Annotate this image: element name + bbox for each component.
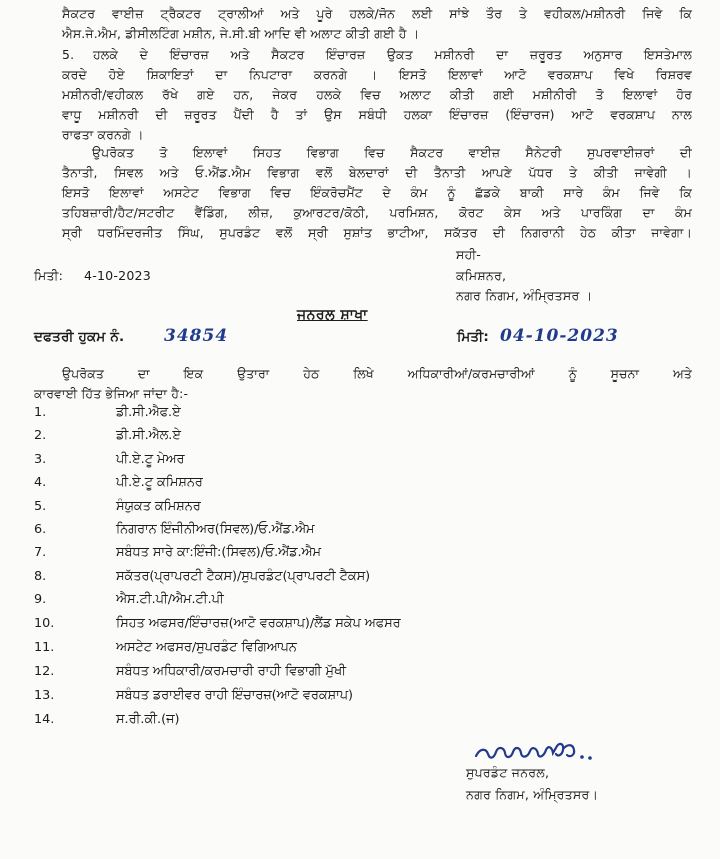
point-number: 5. (62, 47, 75, 62)
list-item: ਸਿਹਤ ਅਫਸਰ/ਇੰਚਾਰਜ਼(ਆਟੋ ਵਰਕਸ਼ਾਪ)/ਲੈਂਡ ਸਕੇਪ ਅਫਸਰ (116, 616, 401, 631)
order-date-value: 04-10-2023 (500, 326, 619, 346)
signed-mark: ਸਹੀ- (456, 247, 482, 262)
date-value: 4-10-2023 (84, 268, 151, 283)
list-item-number: 3. (34, 452, 47, 467)
paragraph-line: ਤਹਿਬਜ਼ਾਰੀ/ਹੈਟ/ਸਟਰੀਟ ਵੈਂਡਿੰਗ, ਲੀਜ਼, ਕੁਆਰਟਰ/ਕੋਠੀ, ਪਰਮਿਸ਼ਨ, ਕੋਰਟ ਕੇਸ ਅਤੇ ਪਾਰਕਿੰਗ ਦਾ ਕੰਮ (62, 205, 692, 220)
order-date-label: ਮਿਤੀ: (457, 329, 489, 345)
paragraph-line: ਵਾਧੂ ਮਸ਼ੀਨਰੀ ਦੀ ਜ਼ਰੂਰਤ ਪੈਂਦੀ ਹੈ ਤਾਂ ਉਸ ਸਬੰਧੀ ਹਲਕਾ ਇੰਚਾਰਜ਼ (ਇੰਚਾਰਜ) ਆਟੋ ਵਰਕਸ਼ਾਪ ਨਾਲ (62, 107, 692, 122)
list-item: ਐਸ.ਟੀ.ਪੀ/ਐਮ.ਟੀ.ਪੀ (116, 592, 224, 607)
commissioner-designation: ਕਮਿਸ਼ਨਰ, (456, 268, 507, 283)
list-item-number: 10. (34, 616, 55, 631)
list-item: ਸੰਯੁਕਤ ਕਮਿਸ਼ਨਰ (116, 499, 201, 514)
list-item-number: 5. (34, 499, 47, 514)
list-item-number: 9. (34, 592, 47, 607)
paragraph-line: ਇਸਤੋ ਇਲਾਵਾਂ ਅਸਟੇਟ ਵਿਭਾਗ ਵਿਚ ਇੰਕਰੋਚਮੈਂਟ ਦੇ ਕੰਮ ਨੂੰ ਛੱਡਕੇ ਬਾਕੀ ਸਾਰੇ ਕੰਮ ਜਿਵੇ ਕਿ (62, 185, 692, 200)
list-item-number: 6. (34, 522, 47, 537)
paragraph-line: ਮਸ਼ੀਨਰੀ/ਵਹੀਕਲ ਰੱਖੇ ਗਏ ਹਨ, ਜੇਕਰ ਹਲਕੇ ਵਿਚ ਅਲਾਟ ਕੀਤੀ ਗਈ ਮਸ਼ੀਨੀਰੀ ਤੋ ਇਲਾਵਾਂ ਹੋਰ (62, 87, 692, 102)
list-item-number: 1. (34, 405, 47, 420)
list-item: ਸਬੰਧਤ ਡਰਾਈਵਰ ਰਾਹੀ ਇੰਚਾਰਜ਼(ਆਟੋ ਵਰਕਸ਼ਾਪ) (116, 688, 353, 703)
list-item: ਸ.ਰੀ.ਕੀ.(ਜ) (116, 712, 180, 727)
list-item-number: 8. (34, 569, 47, 584)
order-label: ਦਫਤਰੀ ਹੁਕਮ ਨੰ. (34, 329, 125, 345)
superintendent-office: ਨਗਰ ਨਿਗਮ, ਅੰਮ੍ਰਿਤਸਰ। (466, 787, 599, 802)
paragraph-line: ਸੈਕਟਰ ਵਾਈਜ਼ ਟ੍ਰੈਕਟਰ ਟ੍ਰਾਲੀਆਂ ਅਤੇ ਪੂਰੇ ਹਲਕੇ/ਜੋਨ ਲਈ ਸਾਂਝੇ ਤੌਰ ਤੇ ਵਹੀਕਲ/ਮਸ਼ੀਨਰੀ ਜਿਵੇ ਕਿ (62, 6, 692, 21)
superintendent-designation: ਸੁਪਰਡੰਟ ਜਨਰਲ, (466, 765, 550, 780)
list-item: ਸਕੱਤਰ(ਪ੍ਰਾਪਰਟੀ ਟੈਕਸ)/ਸੁਪਰਡੰਟ(ਪ੍ਰਾਪਰਟੀ ਟੈਕਸ) (116, 569, 371, 584)
list-item-number: 4. (34, 475, 47, 490)
handwritten-signature (474, 738, 604, 766)
paragraph-line: ਹਲਕੇ ਦੇ ਇੰਚਾਰਜ਼ ਅਤੇ ਸੈਕਟਰ ਇੰਚਾਰਜ਼ ਉਕਤ ਮਸ਼ੀਨਰੀ ਦਾ ਜ਼ਰੂਰਤ ਅਨੁਸਾਰ ਇਸਤੇਮਾਲ (93, 47, 692, 62)
list-item: ਪੀ.ਏ.ਟੂ ਮੇਅਰ (116, 452, 185, 467)
paragraph-line: ਐਸ.ਜੇ.ਐਮ, ਡੀਸੀਲਟਿੰਗ ਮਸ਼ੀਨ, ਜੇ.ਸੀ.ਬੀ ਆਦਿ ਵੀ ਅਲਾਟ ਕੀਤੀ ਗਈ ਹੈ । (62, 26, 420, 41)
list-item: ਅਸਟੇਟ ਅਫਸਰ/ਸੁਪਰਡੰਟ ਵਿਗਿਆਪਨ (116, 640, 297, 655)
intro-line: ਉਪਰੋਕਤ ਦਾ ਇਕ ਉਤਾਰਾ ਹੇਠ ਲਿਖੇ ਅਧਿਕਾਰੀਆਂ/ਕਰਮਚਾਰੀਆਂ ਨੂੰ ਸੂਚਨਾ ਅਤੇ (62, 366, 692, 381)
list-item-number: 2. (34, 428, 47, 443)
list-item: ਸਬੰਧਤ ਅਧਿਕਾਰੀ/ਕਰਮਚਾਰੀ ਰਾਹੀ ਵਿਭਾਗੀ ਮੁੱਖੀ (116, 664, 346, 679)
paragraph-line: ਰਾਫਤਾ ਕਰਨਗੇ । (62, 127, 144, 142)
list-item-number: 12. (34, 664, 55, 679)
order-number: 34854 (164, 326, 229, 346)
intro-line: ਕਾਰਵਾਈ ਹਿੱਤ ਭੇਜਿਆ ਜਾਂਦਾ ਹੈ:- (34, 386, 189, 401)
paragraph-line: ਤੈਨਾਤੀ, ਸਿਵਲ ਅਤੇ ਓ.ਐਂਡ.ਐਮ ਵਿਭਾਗ ਵਲੋਂ ਬੇਲਦਾਰਾਂ ਦੀ ਤੈਨਾਤੀ ਆਪਣੇ ਪੱਧਰ ਤੇ ਕੀਤੀ ਜਾਵੇਗੀ । (62, 165, 692, 180)
list-item: ਪੀ.ਏ.ਟੂ ਕਮਿਸ਼ਨਰ (116, 475, 203, 490)
paragraph-line: ਸ੍ਰੀ ਧਰਮਿੰਦਰਜੀਤ ਸਿੰਘ, ਸੁਪਰਡੰਟ ਵਲੋਂ ਸ੍ਰੀ ਸੁਸ਼ਾਂਤ ਭਾਟੀਆ, ਸਕੱਤਰ ਦੀ ਨਿਗਰਾਨੀ ਹੇਠ ਕੀਤਾ ਜਾਵੇਗਾ। (62, 225, 692, 240)
paragraph-line: ਉਪਰੋਕਤ ਤੋ ਇਲਾਵਾਂ ਸਿਹਤ ਵਿਭਾਗ ਵਿਚ ਸੈਕਟਰ ਵਾਈਜ਼ ਸੈਨੇਟਰੀ ਸੁਪਰਵਾਈਜ਼ਰਾਂ ਦੀ (92, 145, 692, 160)
list-item-number: 7. (34, 545, 47, 560)
date-label: ਮਿਤੀ: (34, 268, 64, 283)
list-item: ਸਬੰਧਤ ਸਾਰੇ ਕਾ:ਇੰਜੀ:(ਸਿਵਲ)/ਓ.ਐਂਡ.ਐਮ (116, 545, 321, 560)
paragraph-line: ਕਰਦੇ ਹੋਏ ਸ਼ਿਕਾਇਤਾਂ ਦਾ ਨਿਪਟਾਰਾ ਕਰਨਗੇ । ਇਸਤੋ ਇਲਾਵਾਂ ਆਟੋ ਵਰਕਸ਼ਾਪ ਵਿਖੇ ਰਿਸ਼ਰਵ (62, 67, 692, 82)
list-item-number: 13. (34, 688, 55, 703)
list-item-number: 11. (34, 640, 55, 655)
list-item-number: 14. (34, 712, 55, 727)
commissioner-office: ਨਗਰ ਨਿਗਮ, ਅੰਮ੍ਰਿਤਸਰ । (456, 288, 593, 303)
section-heading: ਜਨਰਲ ਸ਼ਾਖਾ (297, 307, 368, 323)
list-item: ਨਿਗਰਾਨ ਇੰਜੀਨੀਅਰ(ਸਿਵਲ)/ਓ.ਐਂਡ.ਐਮ (116, 522, 315, 537)
list-item: ਡੀ.ਸੀ.ਐਫ.ਏ (116, 405, 181, 420)
list-item: ਡੀ.ਸੀ.ਐਲ.ਏ (116, 428, 181, 443)
